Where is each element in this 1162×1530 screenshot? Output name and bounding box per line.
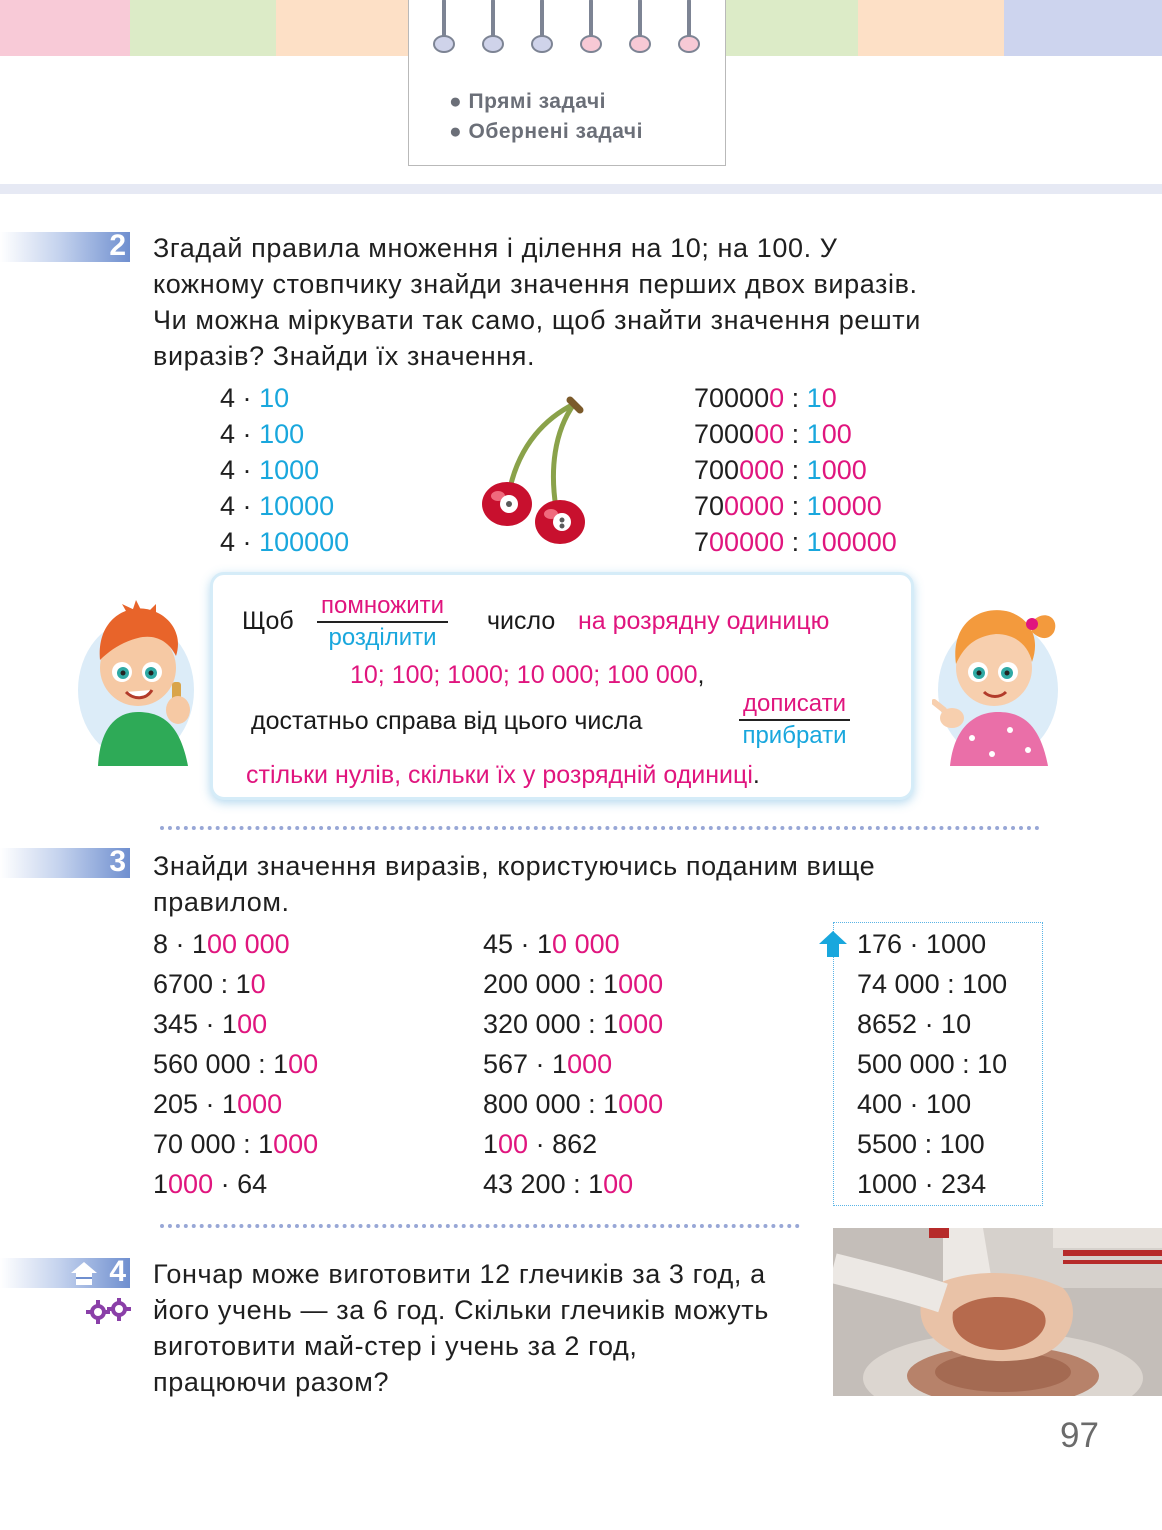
topics-list: [449, 87, 643, 147]
expression: 6700 : 10: [153, 969, 266, 999]
notebook-ring: [531, 0, 553, 55]
home-icon: [70, 1260, 98, 1286]
rule-word-number: число: [487, 607, 556, 635]
rule-fraction-multiply-divide: [317, 591, 448, 653]
expression: 4 · 10000: [220, 491, 335, 521]
expression: 43 200 : 100: [483, 1169, 634, 1199]
expression: 700000 : 10000: [694, 491, 882, 521]
task-3-text: Знайди значення виразів, користуючись поданим вище правилом.: [153, 851, 876, 917]
gears-icon: [86, 1298, 132, 1324]
expression: 4 · 1000: [220, 455, 320, 485]
expression: 8652 · 10: [857, 1009, 972, 1039]
expression: 700000 : 100: [694, 419, 852, 449]
expression: 1000 · 234: [857, 1169, 987, 1199]
header-band-6: [1004, 0, 1162, 56]
expression: 700000 : 1000: [694, 455, 867, 485]
section-divider: [160, 1224, 800, 1228]
task-3-badge: [0, 845, 130, 878]
rule-word-to: Щоб: [242, 607, 294, 635]
task-4-text: Гончар може виготовити 12 глечиків за 3 год, а його учень — за 6 год. Скільки глечиків можуть виготовити май-стер і учень за 2 год, працюючи разом?: [153, 1259, 769, 1397]
pottery-photo-drawing: [833, 1228, 1162, 1396]
rule-units-line: 10; 100; 1000; 10 000; 100 000,: [350, 661, 705, 689]
boy-illustration: [76, 598, 202, 766]
expression: 70 000 : 1000: [153, 1129, 319, 1159]
section-divider: [160, 826, 1040, 830]
expression: 176 · 1000: [857, 929, 987, 959]
rule-append: дописати: [739, 689, 850, 721]
expression: 800 000 : 1000: [483, 1089, 664, 1119]
topics-notebook: [408, 0, 726, 166]
expression: 320 000 : 1000: [483, 1009, 664, 1039]
expression: 700000 : 100000: [694, 527, 897, 557]
header-band-2: [130, 0, 276, 56]
expression: 400 · 100: [857, 1089, 972, 1119]
header-band-1: [0, 0, 130, 56]
rule-divide: розділити: [328, 624, 437, 651]
expression: 4 · 10: [220, 383, 290, 413]
notebook-ring: [580, 0, 602, 55]
task-2-text: Згадай правила множення і ділення на 10; на 100. У кожному стовпчику знайди значення перших двох виразів. Чи можна міркувати так само, щоб знайти значення решти виразів? Знайди їх значення.: [153, 233, 921, 371]
rule-fraction-append-remove: [739, 689, 850, 751]
header-band-5: [858, 0, 1004, 56]
rule-multiply: помножити: [317, 591, 448, 623]
rule-line-3: достатньо справа від цього числа: [251, 707, 643, 735]
header-divider: [0, 184, 1162, 194]
expression: 700000 : 10: [694, 383, 837, 413]
expression: 500 000 : 10: [857, 1049, 1008, 1079]
task-number: 4: [109, 1255, 126, 1288]
task-2-badge: [0, 229, 130, 262]
notebook-ring: [678, 0, 700, 55]
cherries-illustration: [476, 392, 594, 552]
expression: 205 · 1000: [153, 1089, 283, 1119]
expression: 567 · 1000: [483, 1049, 613, 1079]
topic-inverse-tasks: ● Обернені задачі: [449, 120, 643, 143]
notebook-ring: [629, 0, 651, 55]
task-number: 3: [109, 845, 126, 878]
expression: 45 · 10 000: [483, 929, 620, 959]
expression: 100 · 862: [483, 1129, 598, 1159]
rule-line-4: стільки нулів, скільки їх у розрядній одиниці.: [246, 761, 760, 789]
rule-box: [210, 572, 914, 800]
pottery-photo: [833, 1228, 1162, 1396]
rule-remove: прибрати: [742, 722, 847, 749]
expression: 200 000 : 1000: [483, 969, 664, 999]
expression: 1000 · 64: [153, 1169, 268, 1199]
expression: 8 · 100 000: [153, 929, 290, 959]
girl-illustration: [932, 598, 1066, 766]
expression: 4 · 100000: [220, 527, 350, 557]
header-band-4: [726, 0, 858, 56]
page-number: 97: [1060, 1416, 1099, 1455]
up-arrow-icon: [818, 930, 848, 958]
expression: 74 000 : 100: [857, 969, 1008, 999]
rule-on-place-unit: на розрядну одиницю: [578, 607, 830, 635]
header-band-3: [276, 0, 408, 56]
task-number: 2: [109, 229, 126, 262]
expression: 560 000 : 100: [153, 1049, 319, 1079]
topic-direct-tasks: ● Прямі задачі: [449, 90, 606, 113]
task-4-badge: [0, 1255, 130, 1288]
expression: 5500 : 100: [857, 1129, 985, 1159]
rule-units: 10; 100; 1000; 10 000; 100 000: [350, 661, 698, 689]
expression: 4 · 100: [220, 419, 305, 449]
notebook-ring: [433, 0, 455, 55]
expression: 345 · 100: [153, 1009, 268, 1039]
notebook-ring: [482, 0, 504, 55]
